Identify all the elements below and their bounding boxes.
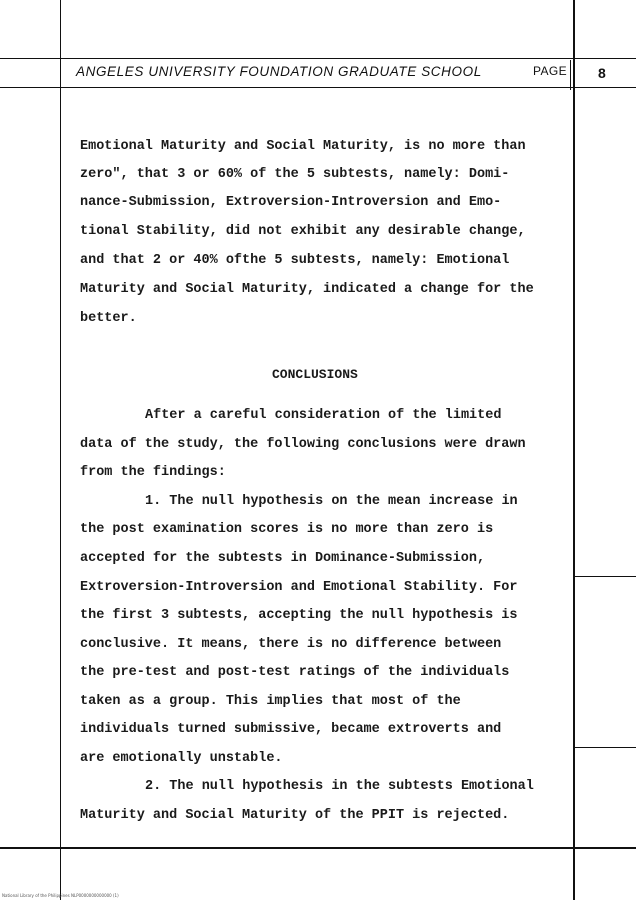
text-line: Maturity and Social Maturity of the PPIT is rejected. bbox=[80, 808, 510, 823]
text-line: nance-Submission, Extroversion-Introversion and Emo- bbox=[80, 195, 502, 210]
header-title: ANGELES UNIVERSITY FOUNDATION GRADUATE SCHOOL bbox=[76, 64, 482, 79]
text-line: 2. The null hypothesis in the subtests Emotional bbox=[145, 779, 534, 794]
footer-rule bbox=[0, 847, 636, 849]
right-margin-tick-upper bbox=[575, 576, 636, 577]
section-heading: CONCLUSIONS bbox=[272, 367, 358, 382]
page-box-divider bbox=[570, 60, 571, 90]
text-line: the post examination scores is no more than zero is bbox=[80, 522, 494, 537]
right-margin-tick-lower bbox=[575, 747, 636, 748]
header-page-label: PAGE bbox=[533, 64, 568, 78]
text-line: from the findings: bbox=[80, 465, 226, 480]
header-page-number: 8 bbox=[598, 65, 606, 81]
text-line: 1. The null hypothesis on the mean increase in bbox=[145, 494, 518, 509]
left-margin-rule bbox=[60, 0, 61, 900]
text-line: tional Stability, did not exhibit any desirable change, bbox=[80, 224, 526, 239]
text-line: zero", that 3 or 60% of the 5 subtests, namely: Domi- bbox=[80, 167, 510, 182]
text-line: individuals turned submissive, became extroverts and bbox=[80, 722, 502, 737]
text-line: better. bbox=[80, 311, 137, 326]
text-line: taken as a group. This implies that most of the bbox=[80, 694, 461, 709]
header-bottom-rule bbox=[0, 87, 636, 88]
text-line: data of the study, the following conclusions were drawn bbox=[80, 437, 526, 452]
header-top-rule bbox=[0, 58, 636, 59]
text-line: and that 2 or 40% ofthe 5 subtests, namely: Emotional bbox=[80, 253, 510, 268]
footer-text: National Library of the Philippines NLP0000000000000 (1) bbox=[2, 893, 119, 898]
text-line: accepted for the subtests in Dominance-Submission, bbox=[80, 551, 486, 566]
text-line: Maturity and Social Maturity, indicated a change for the bbox=[80, 282, 534, 297]
text-line: Extroversion-Introversion and Emotional Stability. For bbox=[80, 580, 518, 595]
text-line: Emotional Maturity and Social Maturity, is no more than bbox=[80, 139, 526, 154]
text-line: conclusive. It means, there is no difference between bbox=[80, 637, 502, 652]
text-line: the pre-test and post-test ratings of the individuals bbox=[80, 665, 510, 680]
text-line: the first 3 subtests, accepting the null hypothesis is bbox=[80, 608, 518, 623]
right-margin-rule bbox=[573, 0, 575, 900]
text-line: are emotionally unstable. bbox=[80, 751, 283, 766]
text-line: After a careful consideration of the limited bbox=[145, 408, 502, 423]
